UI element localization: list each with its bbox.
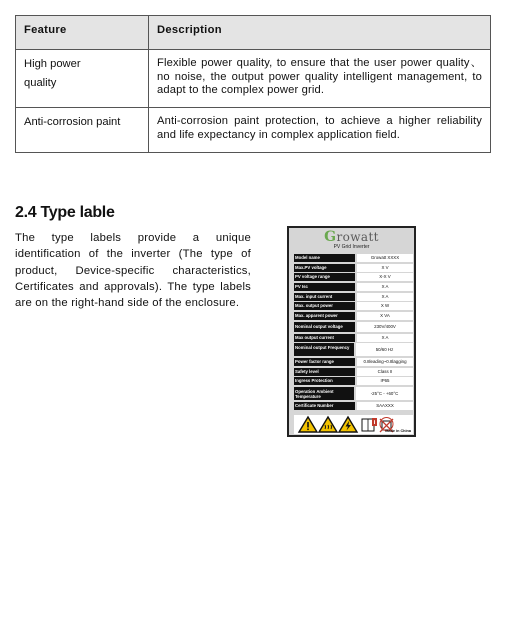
label-value: X VA <box>357 312 413 320</box>
label-row <box>294 293 413 301</box>
label-key: Nominal output Frequency <box>294 343 354 356</box>
label-value: X A <box>357 283 413 291</box>
label-key: Max. input current <box>294 293 355 301</box>
label-row <box>294 387 413 400</box>
label-row <box>294 343 413 356</box>
label-key: Model name <box>294 254 355 262</box>
label-value: IP65 <box>357 377 413 385</box>
hot-surface-warning-icon <box>319 417 337 432</box>
warning-symbols-strip <box>294 415 413 434</box>
electric-shock-warning-icon <box>339 417 357 432</box>
description-header: Description <box>149 16 491 50</box>
label-row <box>294 302 413 310</box>
label-value: X A <box>357 293 413 301</box>
type-label-image <box>287 226 416 437</box>
label-row <box>294 264 413 272</box>
growatt-logo: Growatt <box>324 229 379 245</box>
table-row <box>16 50 491 108</box>
feature-cell: Anti-corrosion paint <box>16 108 149 153</box>
warning-triangle-icon <box>299 417 317 432</box>
label-value: X V <box>357 264 413 272</box>
label-value: Class II <box>357 368 413 376</box>
feature-header: Feature <box>16 16 149 50</box>
label-key: Operation Ambient Temperature <box>294 387 354 400</box>
label-row <box>294 334 413 342</box>
label-spec-rows <box>294 254 413 412</box>
svg-text:i: i <box>373 420 376 426</box>
label-value: 50/60 Hz <box>356 343 413 356</box>
label-key: Max.PV voltage <box>294 264 355 272</box>
label-key: Safety level <box>294 368 355 376</box>
feature-table <box>15 15 491 153</box>
label-row <box>294 322 413 332</box>
read-manual-icon <box>362 418 377 431</box>
label-value: 230V/400V <box>357 322 413 332</box>
description-cell: Anti-corrosion paint protection, to achieve a higher reliability and life expectancy in complex application field. <box>149 108 491 153</box>
feature-text: High power quality <box>24 58 81 89</box>
label-key: Max. output power <box>294 302 355 310</box>
label-key: Ingress Protection <box>294 377 355 385</box>
section-body: The type labels provide a unique identification of the inverter (The type of product, Device-specific characteristics, Certificates and approvals). The type labels are on the right-hand side of the enclosure. <box>15 232 251 310</box>
label-row <box>294 358 413 366</box>
feature-cell <box>16 50 149 108</box>
label-subtitle: PV Grid Inverter <box>333 244 370 250</box>
section-title: 2.4 Type lable <box>15 204 115 221</box>
label-row <box>294 402 413 410</box>
label-value: SAAXXX <box>357 402 413 410</box>
label-row <box>294 273 413 281</box>
description-cell: Flexible power quality, to ensure that the user power quality、no noise, the output power quality intelligent management, to adapt to the complex power grid. <box>149 50 491 108</box>
label-row <box>294 377 413 385</box>
label-row <box>294 312 413 320</box>
table-header-row <box>16 16 491 50</box>
label-row <box>294 254 413 262</box>
label-key: Max. apparent power <box>294 312 355 320</box>
label-row <box>294 283 413 291</box>
made-in-text: Made in China <box>385 429 411 433</box>
table-row <box>16 108 491 153</box>
label-value: X W <box>357 302 413 310</box>
label-value: -25°C - +60°C <box>356 387 413 400</box>
label-row <box>294 368 413 376</box>
label-value: X-X V <box>357 273 413 281</box>
label-value: X A <box>357 334 413 342</box>
label-key: PV Isc <box>294 283 355 291</box>
label-key: Nominal output voltage <box>294 322 355 332</box>
label-key: PV voltage range <box>294 273 355 281</box>
label-key: Max output current <box>294 334 355 342</box>
label-value: Growatt XXXX <box>357 254 413 262</box>
label-value: 0.8leading~0.8lagging <box>357 358 413 366</box>
label-key: Certificate Number <box>294 402 355 410</box>
label-key: Power factor range <box>294 358 355 366</box>
